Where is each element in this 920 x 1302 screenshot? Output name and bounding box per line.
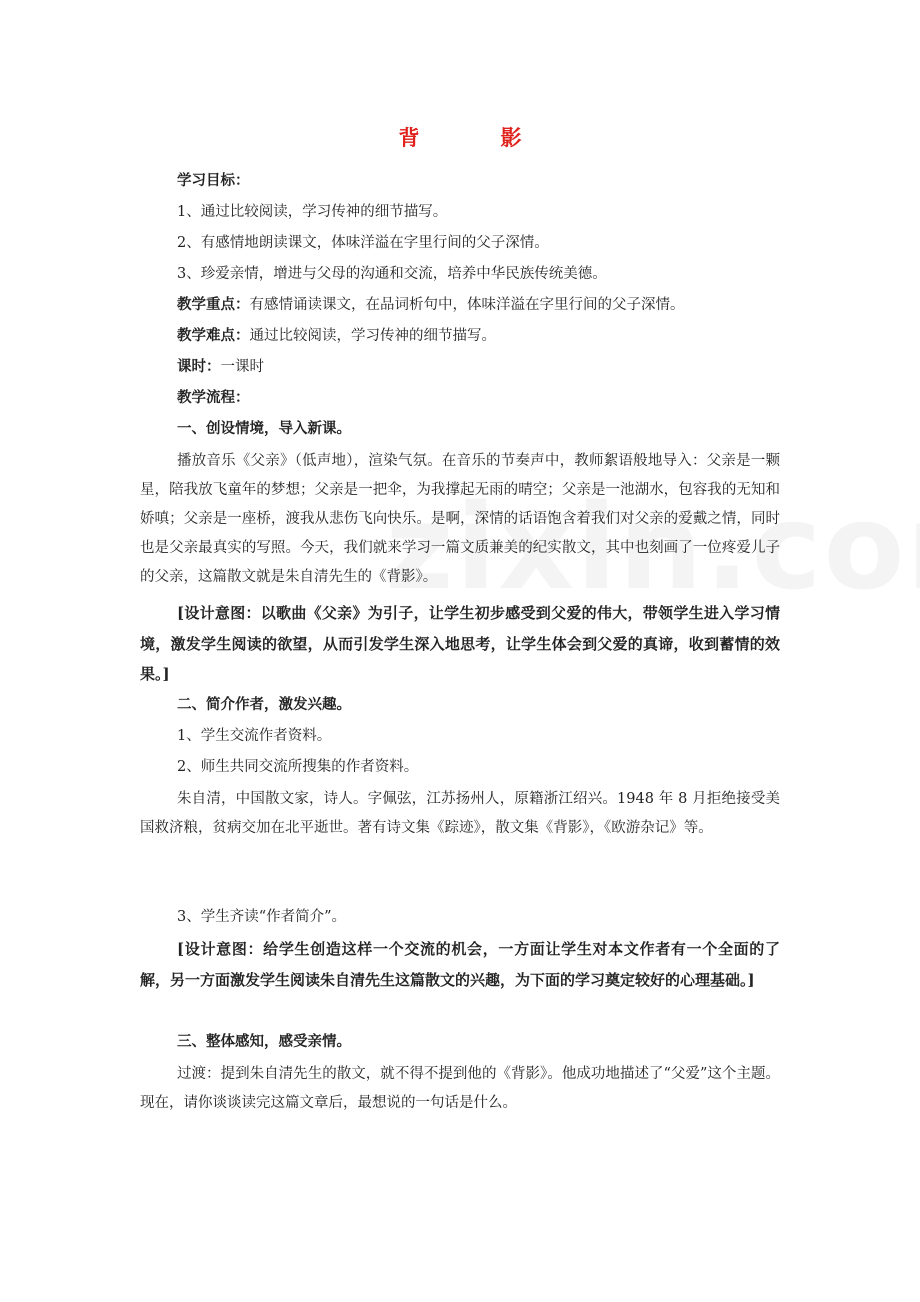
section-heading: 三、整体感知，感受亲情。 bbox=[177, 1033, 351, 1050]
focus-label: 教学重点： bbox=[177, 296, 250, 313]
list-item: 3、学生齐读“作者简介”。 bbox=[177, 909, 347, 925]
transition-paragraph: 过渡：提到朱自清先生的散文，就不得不提到他的《背影》。他成功地描述了“父爱”这个主题。现在，请你谈谈读完这篇文章后，最想说的一句话是什么。 bbox=[140, 1066, 780, 1111]
class-period bbox=[177, 357, 264, 377]
process-label: 教学流程： bbox=[177, 389, 250, 406]
period-label: 课时： bbox=[177, 358, 221, 375]
author-bio-paragraph: 朱自清，中国散文家，诗人。字佩弦，江苏扬州人，原籍浙江绍兴。1948 年 8 月拒绝接受美国救济粮，贫病交加在北平逝世。著有诗文集《踪迹》，散文集《背影》，《欧游杂记》等。 bbox=[140, 791, 780, 836]
goal-item: 3、珍爱亲情，增进与父母的沟通和交流，培养中华民族传统美德。 bbox=[177, 266, 607, 282]
list-item: 2、师生共同交流所搜集的作者资料。 bbox=[177, 759, 419, 775]
teaching-difficulty bbox=[177, 326, 496, 346]
period-text: 一课时 bbox=[220, 359, 264, 375]
list-item: 1、学生交流作者资料。 bbox=[177, 728, 332, 744]
section-heading: 二、简介作者，激发兴趣。 bbox=[177, 696, 351, 713]
design-intent-note: [设计意图：给学生创造这样一个交流的机会，一方面让学生对本文作者有一个全面的了解，另一方面激发学生阅读朱自清先生这篇散文的兴趣，为下面的学习奠定较好的心理基础。] bbox=[140, 940, 780, 989]
design-intent-note: [设计意图：以歌曲《父亲》为引子，让学生初步感受到父爱的伟大，带领学生进入学习情境，激发学生阅读的欲望，从而引发学生深入地思考，让学生体会到父爱的真谛，收到蓄情的效果。] bbox=[140, 604, 780, 683]
goal-item: 2、有感情地朗读课文，体味洋溢在字里行间的父子深情。 bbox=[177, 235, 549, 251]
goals-label: 学习目标： bbox=[177, 172, 250, 189]
teaching-focus bbox=[177, 295, 685, 315]
intro-paragraph: 播放音乐《父亲》（低声地），渲染气氛。在音乐的节奏声中，教师絮语般地导入：父亲是一颗星，陪我放飞童年的梦想；父亲是一把伞，为我撑起无雨的晴空；父亲是一池湖水，包容我的无知和娇嗔；父亲是一座桥，渡我从悲伤飞向快乐。是啊，深情的话语饱含着我们对父亲的爱戴之情，同时也是父亲最真实的写照。今天，我们就来学习一篇文质兼美的纪实散文，其中也刻画了一位疼爱儿子的父亲，这篇散文就是朱自清先生的《背影》。 bbox=[140, 453, 780, 585]
goal-item: 1、通过比较阅读，学习传神的细节描写。 bbox=[177, 204, 448, 220]
difficulty-text: 通过比较阅读，学习传神的细节描写。 bbox=[249, 328, 496, 344]
focus-text: 有感情诵读课文，在品词析句中，体味洋溢在字里行间的父子深情。 bbox=[249, 297, 685, 313]
difficulty-label: 教学难点： bbox=[177, 327, 250, 344]
page-title: 背 影 bbox=[398, 125, 552, 150]
section-heading: 一、创设情境，导入新课。 bbox=[177, 420, 351, 437]
